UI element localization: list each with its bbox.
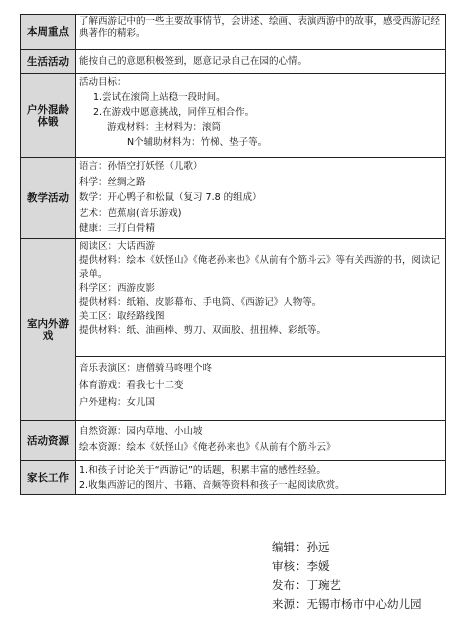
reading-materials: 提供材料：绘本《妖怪山》《俺老孙来也》《从前有个筋斗云》等有关西游的书，阅读记录单。 <box>79 255 441 280</box>
art-area: 美工区：取经路线图 <box>79 311 165 322</box>
life-text: 能按自己的意愿积极签到，愿意记录自己在园的心情。 <box>76 50 446 74</box>
music-area: 音乐表演区：唐僧骑马咚哩个咚 <box>79 363 213 374</box>
row-parents <box>21 461 446 495</box>
credits-block <box>272 538 422 614</box>
outdoor-goal-2: 2.在游戏中愿意挑战，同伴互相合作。 <box>93 107 255 118</box>
row-teaching <box>21 158 446 239</box>
resources-label: 活动资源 <box>21 421 76 461</box>
focus-label: 本周重点 <box>21 15 76 50</box>
teaching-item: 艺术：芭蕉扇(音乐游戏) <box>79 207 182 219</box>
teaching-content <box>76 158 446 239</box>
teaching-item: 科学：丝绸之路 <box>79 176 146 188</box>
outdoor-goal-title: 活动目标： <box>79 77 127 88</box>
weekly-plan-table <box>20 14 446 495</box>
life-label: 生活活动 <box>21 50 76 74</box>
publisher-credit: 发布：丁琬艺 <box>272 578 341 592</box>
teaching-item: 健康：三打白骨精 <box>79 223 156 234</box>
outdoor-content <box>76 74 446 158</box>
nature-resource: 自然资源：园内草地、小山坡 <box>79 426 203 437</box>
focus-text: 了解西游记中的一些主要故事情节，会讲述、绘画、表演西游中的故事，感受西游记经典著作的精彩。 <box>76 15 446 50</box>
outdoor-material-aux: N个辅助材料为：竹梯、垫子等。 <box>127 137 268 148</box>
resources-content <box>76 421 446 461</box>
row-indoor <box>21 239 446 421</box>
row-resources <box>21 421 446 461</box>
editor-credit: 编辑：孙远 <box>272 540 330 554</box>
reviewer-credit: 审核：李媛 <box>272 559 330 573</box>
parents-task: 1.和孩子讨论关于“西游记”的话题，积累丰富的感性经验。 <box>79 465 326 476</box>
parents-label: 家长工作 <box>21 461 76 495</box>
row-focus <box>21 15 446 50</box>
art-materials: 提供材料：纸、油画棒、剪刀、双面胶、扭扭棒、彩纸等。 <box>79 325 327 336</box>
sports-game: 体育游戏：看我七十二变 <box>79 380 184 391</box>
outdoor-label: 户外混龄体锻 <box>21 74 76 158</box>
science-materials: 提供材料：纸箱、皮影幕布、手电筒、《西游记》人物等。 <box>79 297 322 308</box>
source-credit: 来源：无锡市杨市中心幼儿园 <box>272 597 422 611</box>
parents-content <box>76 461 446 495</box>
reading-area: 阅读区：大话西游 <box>79 241 156 252</box>
teaching-item: 语言：孙悟空打妖怪（儿歌） <box>79 161 203 172</box>
indoor-label: 室内外游戏 <box>21 239 76 421</box>
outdoor-building: 户外建构：女儿国 <box>79 397 156 408</box>
book-resource: 绘本资源：绘本《妖怪山》《俺老孙来也》《从前有个筋斗云》 <box>79 442 336 453</box>
science-area: 科学区：西游皮影 <box>79 283 156 294</box>
outdoor-material-main: 游戏材料：主材料为：滚筒 <box>107 122 222 133</box>
parents-task: 2.收集西游记的图片、书籍、音频等资料和孩子一起阅读欣赏。 <box>79 480 345 491</box>
teaching-item: 数学：开心鸭子和松鼠（复习 7.8 的组成） <box>79 192 262 203</box>
teaching-label: 教学活动 <box>21 158 76 239</box>
row-outdoor <box>21 74 446 158</box>
indoor-content <box>76 239 446 421</box>
row-life <box>21 50 446 74</box>
outdoor-goal-1: 1.尝试在滚筒上站稳一段时间。 <box>93 92 226 103</box>
